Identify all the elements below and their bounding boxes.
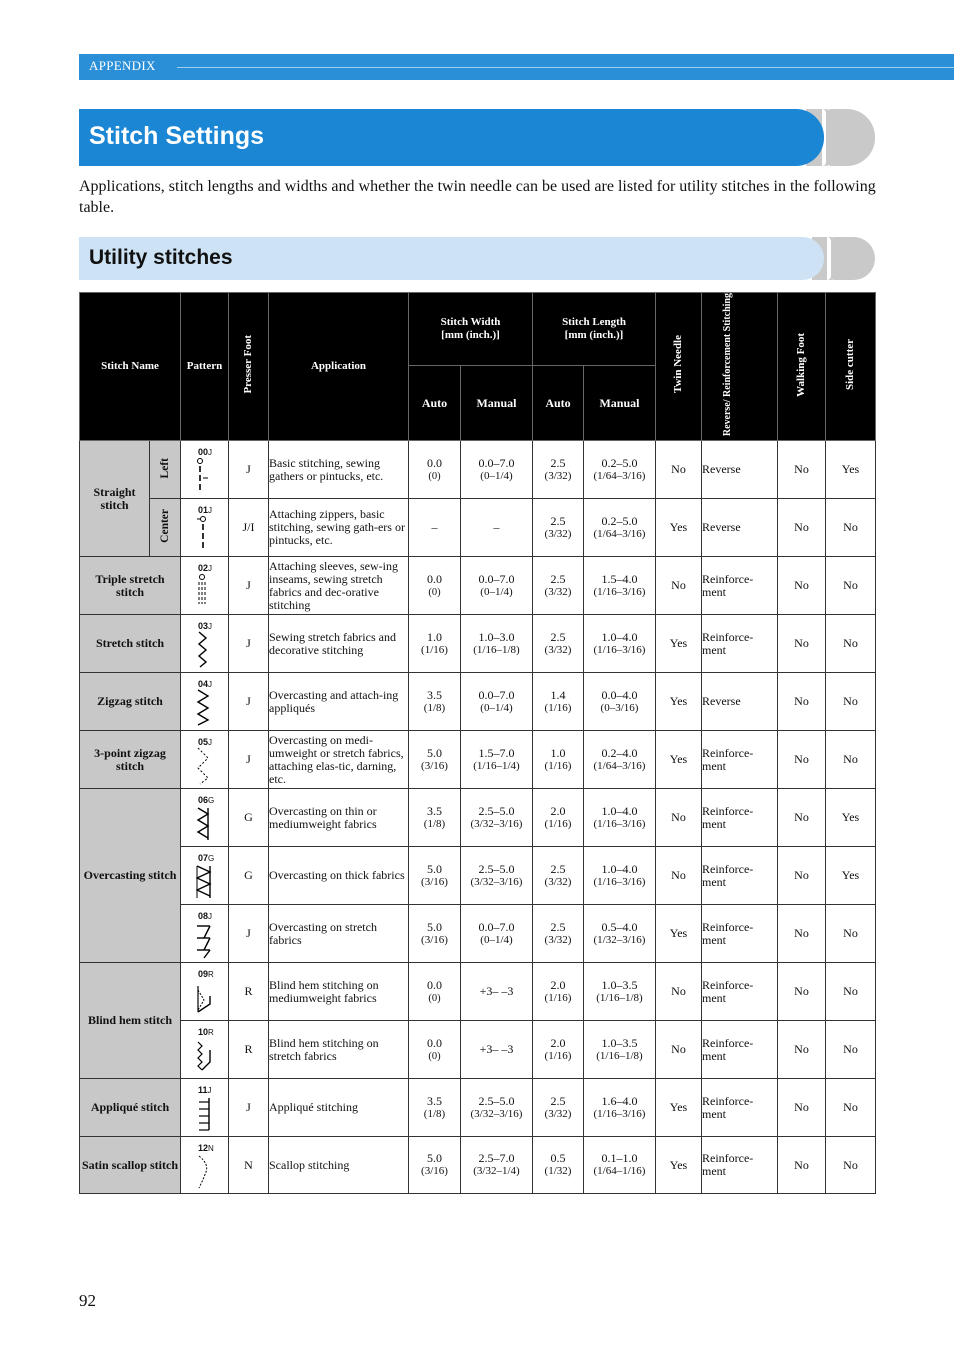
twin-needle: No <box>656 963 702 1021</box>
table-row <box>80 963 876 1021</box>
twin-needle: Yes <box>656 673 702 731</box>
reverse: Reinforce-ment <box>702 731 778 789</box>
col-twin-needle <box>656 293 702 441</box>
walking-foot: No <box>778 441 826 499</box>
side-cutter: No <box>826 615 876 673</box>
pattern-number: 10R <box>198 1027 214 1038</box>
reverse: Reverse <box>702 673 778 731</box>
col-stitch-name: Stitch Name <box>80 293 181 441</box>
width-manual: 1.5–7.0 (1/16–1/4) <box>461 731 533 789</box>
side-cutter: No <box>826 557 876 615</box>
presser-foot: G <box>229 847 269 905</box>
col-presser-foot <box>229 293 269 441</box>
stitch-name-zigzag: Zigzag stitch <box>80 673 181 731</box>
stitch-name-3point-zigzag: 3-point zigzag stitch <box>80 731 181 789</box>
width-manual: 2.5–7.0 (3/32–1/4) <box>461 1137 533 1194</box>
pattern-number: 07G <box>198 853 215 864</box>
stitch-name-triple: Triple stretch stitch <box>80 557 181 615</box>
walking-foot: No <box>778 499 826 557</box>
walking-foot: No <box>778 1021 826 1079</box>
pattern-number: 06G <box>198 795 215 806</box>
reverse: Reinforce-ment <box>702 905 778 963</box>
presser-foot: N <box>229 1137 269 1194</box>
overcasting-stretch-icon <box>196 920 212 960</box>
length-auto: 2.5 (3/32) <box>533 615 584 673</box>
subtitle-band <box>79 237 824 280</box>
width-manual: 0.0–7.0 (0–1/4) <box>461 557 533 615</box>
col-walking-foot-label: Walking Foot <box>795 332 807 397</box>
pattern-00 <box>181 441 229 499</box>
length-auto: 2.5 (3/32) <box>533 499 584 557</box>
pattern-06 <box>181 789 229 847</box>
col-side-cutter-label: Side cutter <box>844 339 856 391</box>
pattern-08 <box>181 905 229 963</box>
side-cutter: No <box>826 673 876 731</box>
utility-stitch-table <box>79 292 876 1194</box>
presser-foot: J <box>229 673 269 731</box>
table-row <box>80 1021 876 1079</box>
pattern-02 <box>181 557 229 615</box>
twin-needle: No <box>656 789 702 847</box>
reverse: Reverse <box>702 499 778 557</box>
twin-needle: No <box>656 1021 702 1079</box>
length-auto: 2.5 (3/32) <box>533 905 584 963</box>
presser-foot: J <box>229 1079 269 1137</box>
walking-foot: No <box>778 789 826 847</box>
page-title: Stitch Settings <box>89 122 265 150</box>
side-cutter: No <box>826 963 876 1021</box>
triple-stretch-icon <box>196 572 210 612</box>
side-cutter: No <box>826 1137 876 1194</box>
straight-stitch-center-icon <box>196 514 210 554</box>
length-manual: 1.0–4.0 (1/16–3/16) <box>584 847 656 905</box>
table-row <box>80 673 876 731</box>
side-cutter: No <box>826 1021 876 1079</box>
length-manual: 0.5–4.0 (1/32–3/16) <box>584 905 656 963</box>
application: Attaching zippers, basic stitching, sewing gath-ers or pintucks, etc. <box>269 499 409 557</box>
width-manual: +3– –3 <box>461 963 533 1021</box>
length-manual: 0.0–4.0 (0–3/16) <box>584 673 656 731</box>
application: Overcasting on medi-umweight or stretch fabrics, attaching elas-tic, darning, etc. <box>269 731 409 789</box>
width-auto: 5.0 (3/16) <box>409 731 461 789</box>
length-manual: 0.2–5.0 (1/64–3/16) <box>584 441 656 499</box>
application: Attaching sleeves, sew-ing inseams, sewing stretch fabrics and dec-orative stitching <box>269 557 409 615</box>
pattern-number: 08J <box>198 911 213 922</box>
pattern-09 <box>181 963 229 1021</box>
length-auto: 1.0 (1/16) <box>533 731 584 789</box>
walking-foot: No <box>778 1079 826 1137</box>
side-cutter: No <box>826 731 876 789</box>
twin-needle: No <box>656 847 702 905</box>
reverse: Reinforce-ment <box>702 789 778 847</box>
application: Blind hem stitching on stretch fabrics <box>269 1021 409 1079</box>
application: Overcasting on thin or mediumweight fabrics <box>269 789 409 847</box>
application: Overcasting and attach-ing appliqués <box>269 673 409 731</box>
length-auto: 2.0 (1/16) <box>533 789 584 847</box>
application: Sewing stretch fabrics and decorative stitching <box>269 615 409 673</box>
width-auto: 0.0 (0) <box>409 557 461 615</box>
reverse: Reinforce-ment <box>702 615 778 673</box>
col-length-manual: Manual <box>584 366 656 441</box>
col-reverse <box>702 293 778 441</box>
length-auto: 0.5 (1/32) <box>533 1137 584 1194</box>
side-cutter: Yes <box>826 847 876 905</box>
width-auto: 3.5 (1/8) <box>409 673 461 731</box>
side-cutter: No <box>826 905 876 963</box>
length-manual: 0.2–4.0 (1/64–3/16) <box>584 731 656 789</box>
width-manual: 2.5–5.0 (3/32–3/16) <box>461 847 533 905</box>
pattern-12 <box>181 1137 229 1194</box>
reverse: Reinforce-ment <box>702 557 778 615</box>
col-walking-foot <box>778 293 826 441</box>
stitch-name-applique: Appliqué stitch <box>80 1079 181 1137</box>
presser-foot: J/I <box>229 499 269 557</box>
intro-paragraph: Applications, stitch lengths and widths and whether the twin needle can be used are listed for utility stitches in the following table. <box>79 178 876 216</box>
length-auto: 2.0 (1/16) <box>533 1021 584 1079</box>
pattern-number: 02J <box>198 563 213 574</box>
col-stitch-length <box>533 293 656 366</box>
col-width-manual: Manual <box>461 366 533 441</box>
reverse: Reinforce-ment <box>702 847 778 905</box>
width-manual: 0.0–7.0 (0–1/4) <box>461 905 533 963</box>
side-cutter: No <box>826 499 876 557</box>
pattern-number: 00J <box>198 447 213 458</box>
width-auto: 0.0 (0) <box>409 963 461 1021</box>
col-presser-foot-label: Presser Foot <box>242 335 254 394</box>
side-cutter: Yes <box>826 441 876 499</box>
straight-left-label: Left <box>158 457 171 479</box>
stitch-name-straight: Straight stitch <box>80 441 150 557</box>
width-manual: 0.0–7.0 (0–1/4) <box>461 673 533 731</box>
walking-foot: No <box>778 673 826 731</box>
pattern-03 <box>181 615 229 673</box>
width-auto: 1.0 (1/16) <box>409 615 461 673</box>
length-manual: 0.1–1.0 (1/64–1/16) <box>584 1137 656 1194</box>
width-auto: 5.0 (3/16) <box>409 1137 461 1194</box>
twin-needle: Yes <box>656 905 702 963</box>
length-auto: 2.5 (3/32) <box>533 441 584 499</box>
page-number: 92 <box>79 1291 96 1310</box>
table-row <box>80 1079 876 1137</box>
overcasting-thin-icon <box>196 804 210 844</box>
side-cutter: No <box>826 1079 876 1137</box>
col-stitch-width <box>409 293 533 366</box>
subtitle-chevron-gap <box>827 237 831 280</box>
col-twin-needle-label: Twin Needle <box>672 335 684 394</box>
stitch-name-overcasting: Overcasting stitch <box>80 789 181 963</box>
application: Overcasting on thick fabrics <box>269 847 409 905</box>
table-row <box>80 615 876 673</box>
pattern-01 <box>181 499 229 557</box>
length-manual: 1.0–4.0 (1/16–3/16) <box>584 615 656 673</box>
section-header-bar <box>79 54 954 80</box>
presser-foot: J <box>229 441 269 499</box>
presser-foot: R <box>229 963 269 1021</box>
walking-foot: No <box>778 847 826 905</box>
reverse: Reinforce-ment <box>702 1021 778 1079</box>
length-auto: 2.0 (1/16) <box>533 963 584 1021</box>
twin-needle: Yes <box>656 615 702 673</box>
table-row <box>80 905 876 963</box>
pattern-11 <box>181 1079 229 1137</box>
presser-foot: J <box>229 905 269 963</box>
presser-foot: J <box>229 557 269 615</box>
col-stitch-length-label: Stitch Length <box>562 316 626 329</box>
straight-stitch-left-icon <box>196 456 210 496</box>
width-manual: +3– –3 <box>461 1021 533 1079</box>
twin-needle: Yes <box>656 499 702 557</box>
length-auto: 2.5 (3/32) <box>533 847 584 905</box>
walking-foot: No <box>778 557 826 615</box>
length-auto: 1.4 (1/16) <box>533 673 584 731</box>
pattern-number: 09R <box>198 969 214 980</box>
length-manual: 1.5–4.0 (1/16–3/16) <box>584 557 656 615</box>
width-auto: 3.5 (1/8) <box>409 1079 461 1137</box>
presser-foot: J <box>229 615 269 673</box>
pattern-number: 12N <box>198 1143 214 1154</box>
col-side-cutter <box>826 293 876 441</box>
blind-hem-stretch-icon <box>196 1036 212 1076</box>
table-row <box>80 499 876 557</box>
length-manual: 1.0–3.5 (1/16–1/8) <box>584 1021 656 1079</box>
col-pattern: Pattern <box>181 293 229 441</box>
col-stitch-width-label: Stitch Width <box>440 316 501 329</box>
stretch-stitch-icon <box>196 630 210 670</box>
length-manual: 0.2–5.0 (1/64–3/16) <box>584 499 656 557</box>
twin-needle: Yes <box>656 1079 702 1137</box>
section-subtitle: Utility stitches <box>89 246 233 269</box>
table-row <box>80 789 876 847</box>
length-auto: 2.5 (3/32) <box>533 557 584 615</box>
application: Appliqué stitching <box>269 1079 409 1137</box>
width-manual: 0.0–7.0 (0–1/4) <box>461 441 533 499</box>
presser-foot: G <box>229 789 269 847</box>
pattern-number: 03J <box>198 621 213 632</box>
length-manual: 1.0–4.0 (1/16–3/16) <box>584 789 656 847</box>
walking-foot: No <box>778 905 826 963</box>
width-manual: – <box>461 499 533 557</box>
table-row <box>80 847 876 905</box>
length-auto: 2.5 (3/32) <box>533 1079 584 1137</box>
walking-foot: No <box>778 731 826 789</box>
overcasting-thick-icon <box>196 862 212 902</box>
walking-foot: No <box>778 615 826 673</box>
width-auto: 0.0 (0) <box>409 1021 461 1079</box>
reverse: Reinforce-ment <box>702 963 778 1021</box>
col-length-auto: Auto <box>533 366 584 441</box>
reverse: Reverse <box>702 441 778 499</box>
twin-needle: Yes <box>656 731 702 789</box>
walking-foot: No <box>778 963 826 1021</box>
side-cutter: Yes <box>826 789 876 847</box>
walking-foot: No <box>778 1137 826 1194</box>
pattern-number: 11J <box>198 1085 212 1096</box>
presser-foot: R <box>229 1021 269 1079</box>
col-width-auto: Auto <box>409 366 461 441</box>
straight-center-cell <box>150 499 181 557</box>
width-auto: – <box>409 499 461 557</box>
stitch-name-stretch: Stretch stitch <box>80 615 181 673</box>
reverse: Reinforce-ment <box>702 1137 778 1194</box>
width-manual: 2.5–5.0 (3/32–3/16) <box>461 1079 533 1137</box>
twin-needle: No <box>656 441 702 499</box>
pattern-10 <box>181 1021 229 1079</box>
twin-needle: Yes <box>656 1137 702 1194</box>
table-row <box>80 731 876 789</box>
length-manual: 1.0–3.5 (1/16–1/8) <box>584 963 656 1021</box>
header-rule <box>177 67 954 68</box>
pattern-number: 01J <box>198 505 213 516</box>
applique-stitch-icon <box>196 1094 212 1134</box>
application: Basic stitching, sewing gathers or pintucks, etc. <box>269 441 409 499</box>
stitch-name-blind-hem: Blind hem stitch <box>80 963 181 1079</box>
width-auto: 5.0 (3/16) <box>409 847 461 905</box>
table-row <box>80 1137 876 1194</box>
title-band <box>79 109 824 166</box>
pattern-04 <box>181 673 229 731</box>
width-auto: 0.0 (0) <box>409 441 461 499</box>
pattern-number: 04J <box>198 679 213 690</box>
application: Scallop stitching <box>269 1137 409 1194</box>
pattern-07 <box>181 847 229 905</box>
application: Blind hem stitching on mediumweight fabrics <box>269 963 409 1021</box>
col-stitch-length-unit: [mm (inch.)] <box>564 329 624 342</box>
col-stitch-width-unit: [mm (inch.)] <box>441 329 500 342</box>
table-row <box>80 557 876 615</box>
col-reverse-label: Reverse/ Reinforcement Stitching <box>721 293 733 437</box>
blind-hem-medium-icon <box>196 978 212 1018</box>
width-auto: 3.5 (1/8) <box>409 789 461 847</box>
pattern-number: 05J <box>198 737 213 748</box>
width-manual: 2.5–5.0 (3/32–3/16) <box>461 789 533 847</box>
table-row <box>80 441 876 499</box>
straight-center-label: Center <box>158 509 171 544</box>
width-manual: 1.0–3.0 (1/16–1/8) <box>461 615 533 673</box>
presser-foot: J <box>229 731 269 789</box>
satin-scallop-icon <box>196 1152 212 1192</box>
pattern-05 <box>181 731 229 789</box>
section-label: APPENDIX <box>89 58 156 73</box>
stitch-name-satin-scallop: Satin scallop stitch <box>80 1137 181 1194</box>
twin-needle: No <box>656 557 702 615</box>
col-application: Application <box>269 293 409 441</box>
application: Overcasting on stretch fabrics <box>269 905 409 963</box>
reverse: Reinforce-ment <box>702 1079 778 1137</box>
width-auto: 5.0 (3/16) <box>409 905 461 963</box>
three-point-zigzag-icon <box>196 746 210 786</box>
length-manual: 1.6–4.0 (1/16–3/16) <box>584 1079 656 1137</box>
zigzag-stitch-icon <box>196 688 210 728</box>
straight-left-cell <box>150 441 181 499</box>
